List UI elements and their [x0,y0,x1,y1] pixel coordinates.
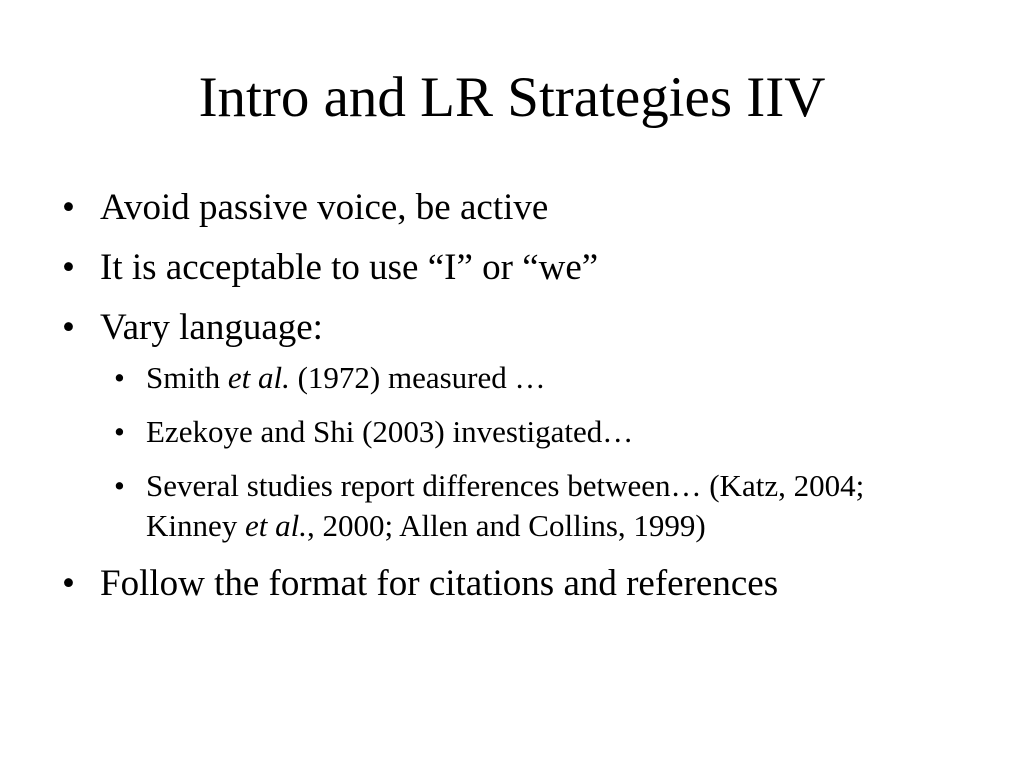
bullet-item-i-or-we [58,246,978,290]
bullet-item-passive-voice [58,186,978,230]
sub-bullet-text-pre: Smith [146,360,228,395]
bullet-text: It is acceptable to use “I” or “we” [100,247,599,288]
sub-bullet-item-ezekoye [100,412,866,452]
sub-bullet-item-several-studies [100,466,866,546]
bullet-list [58,186,978,622]
sub-bullet-item-smith [100,358,866,398]
bullet-item-vary-language [58,306,978,546]
sub-bullet-text-post: (1972) measured … [289,360,546,395]
sub-bullet-icon: • [114,468,125,503]
sub-bullet-text-pre: Several studies report differences between… (Katz, 2004; Kinney [146,468,865,543]
bullet-text: Vary language: [100,307,323,348]
sub-bullet-text-post: , 2000; Allen and Collins, 1999) [307,508,706,543]
sub-bullet-icon: • [114,414,125,449]
bullet-icon: • [62,563,75,604]
bullet-icon: • [62,187,75,228]
sub-bullet-list [100,358,978,546]
bullet-text: Follow the format for citations and references [100,563,779,604]
sub-bullet-text: Ezekoye and Shi (2003) investigated… [146,414,634,449]
sub-bullet-text-italic: et al. [245,508,308,543]
sub-bullet-icon: • [114,360,125,395]
slide-title: Intro and LR Strategies IIV [198,66,826,129]
bullet-item-citations [58,562,978,606]
sub-bullet-text-italic: et al. [227,360,290,395]
bullet-icon: • [62,247,75,288]
bullet-icon: • [62,307,75,348]
bullet-text: Avoid passive voice, be active [100,187,549,228]
